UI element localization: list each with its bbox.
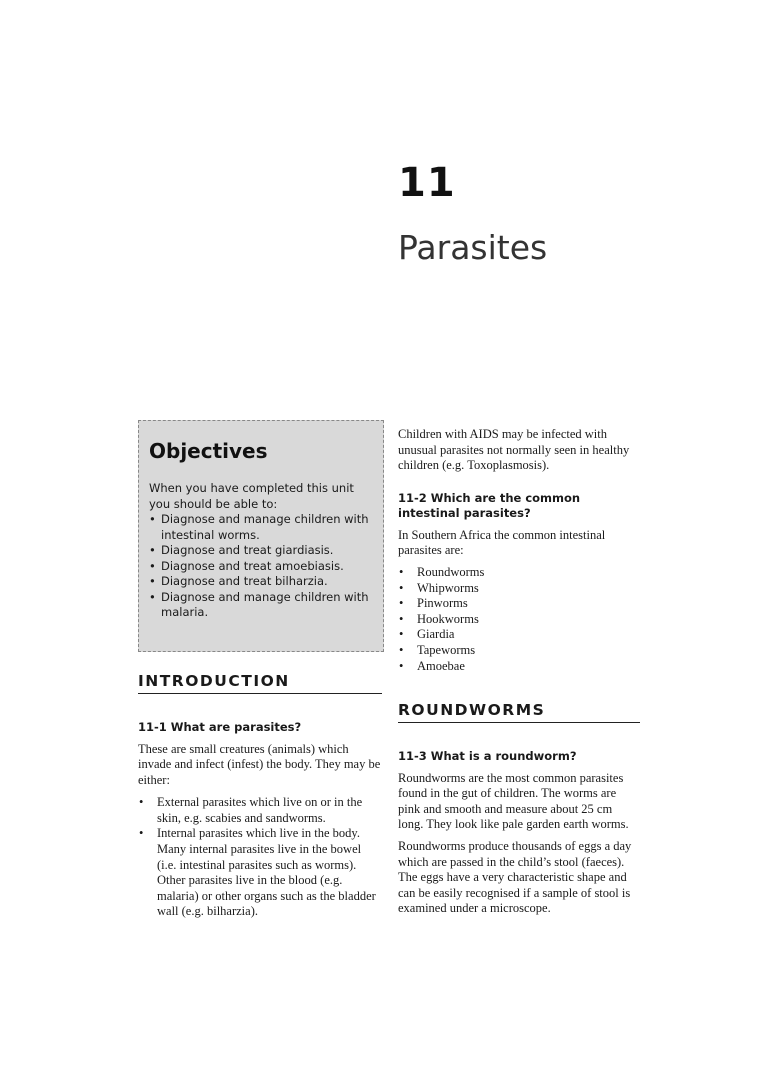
parasites-definition: These are small creatures (animals) which invade and infect (infest) the body. They may be either: — [138, 741, 381, 787]
aids-note: Children with AIDS may be infected with unusual parasites not normally seen in healthy children (e.g. Toxoplasmosis). — [398, 427, 630, 473]
list-item: • Roundworms — [398, 565, 640, 581]
left-column — [138, 420, 382, 920]
objectives-title: Objectives — [149, 439, 268, 463]
roundworms-heading: ROUNDWORMS — [398, 701, 640, 723]
question-11-1-heading: 11-1 What are parasites? — [138, 720, 302, 734]
roundworm-eggs: Roundworms produce thousands of eggs a day which are passed in the child’s stool (faeces). The eggs have a very characteristic shape and can be easily recognised if a sample of stool is examined under a microscope. — [398, 839, 632, 916]
list-item: • Amoebae — [398, 659, 640, 675]
list-item: • Tapeworms — [398, 643, 640, 659]
objectives-list — [149, 512, 375, 621]
objective-item: • Diagnose and treat amoebiasis. — [149, 559, 375, 575]
list-item: • Hookworms — [398, 612, 640, 628]
introduction-heading: INTRODUCTION — [138, 672, 382, 694]
objectives-intro: When you have completed this unit you should be able to: — [149, 481, 354, 511]
objective-item: • Diagnose and manage children with intestinal worms. — [149, 512, 375, 543]
right-column — [398, 427, 640, 917]
objective-item: • Diagnose and treat bilharzia. — [149, 574, 375, 590]
objective-item: • Diagnose and treat giardiasis. — [149, 543, 375, 559]
objective-item: • Diagnose and manage children with malaria. — [149, 590, 375, 621]
list-item: • External parasites which live on or in the skin, e.g. scabies and sandworms. — [138, 795, 382, 826]
list-item: • Pinworms — [398, 596, 640, 612]
roundworm-description: Roundworms are the most common parasites found in the gut of children. The worms are pink and smooth and measure about 25 cm long. They look like pale garden earth worms. — [398, 770, 629, 832]
intestinal-parasites-list — [398, 565, 640, 674]
list-item: • Internal parasites which live in the body. Many internal parasites live in the bowel (i.e. intestinal parasites such as worms). Other parasites live in the blood (e.g. malaria) or other organs such as the bladder wall (e.g. bilharzia). — [138, 826, 382, 920]
parasite-types-list — [138, 795, 382, 920]
intestinal-parasites-intro: In Southern Africa the common intestinal parasites are: — [398, 527, 606, 558]
chapter-title: Parasites — [398, 228, 548, 267]
objectives-box — [138, 420, 384, 652]
question-11-2-heading: 11-2 Which are the common intestinal parasites? — [398, 490, 581, 521]
list-item: • Whipworms — [398, 581, 640, 597]
question-11-3-heading: 11-3 What is a roundworm? — [398, 749, 577, 764]
list-item: • Giardia — [398, 627, 640, 643]
chapter-number: 11 — [398, 160, 456, 206]
